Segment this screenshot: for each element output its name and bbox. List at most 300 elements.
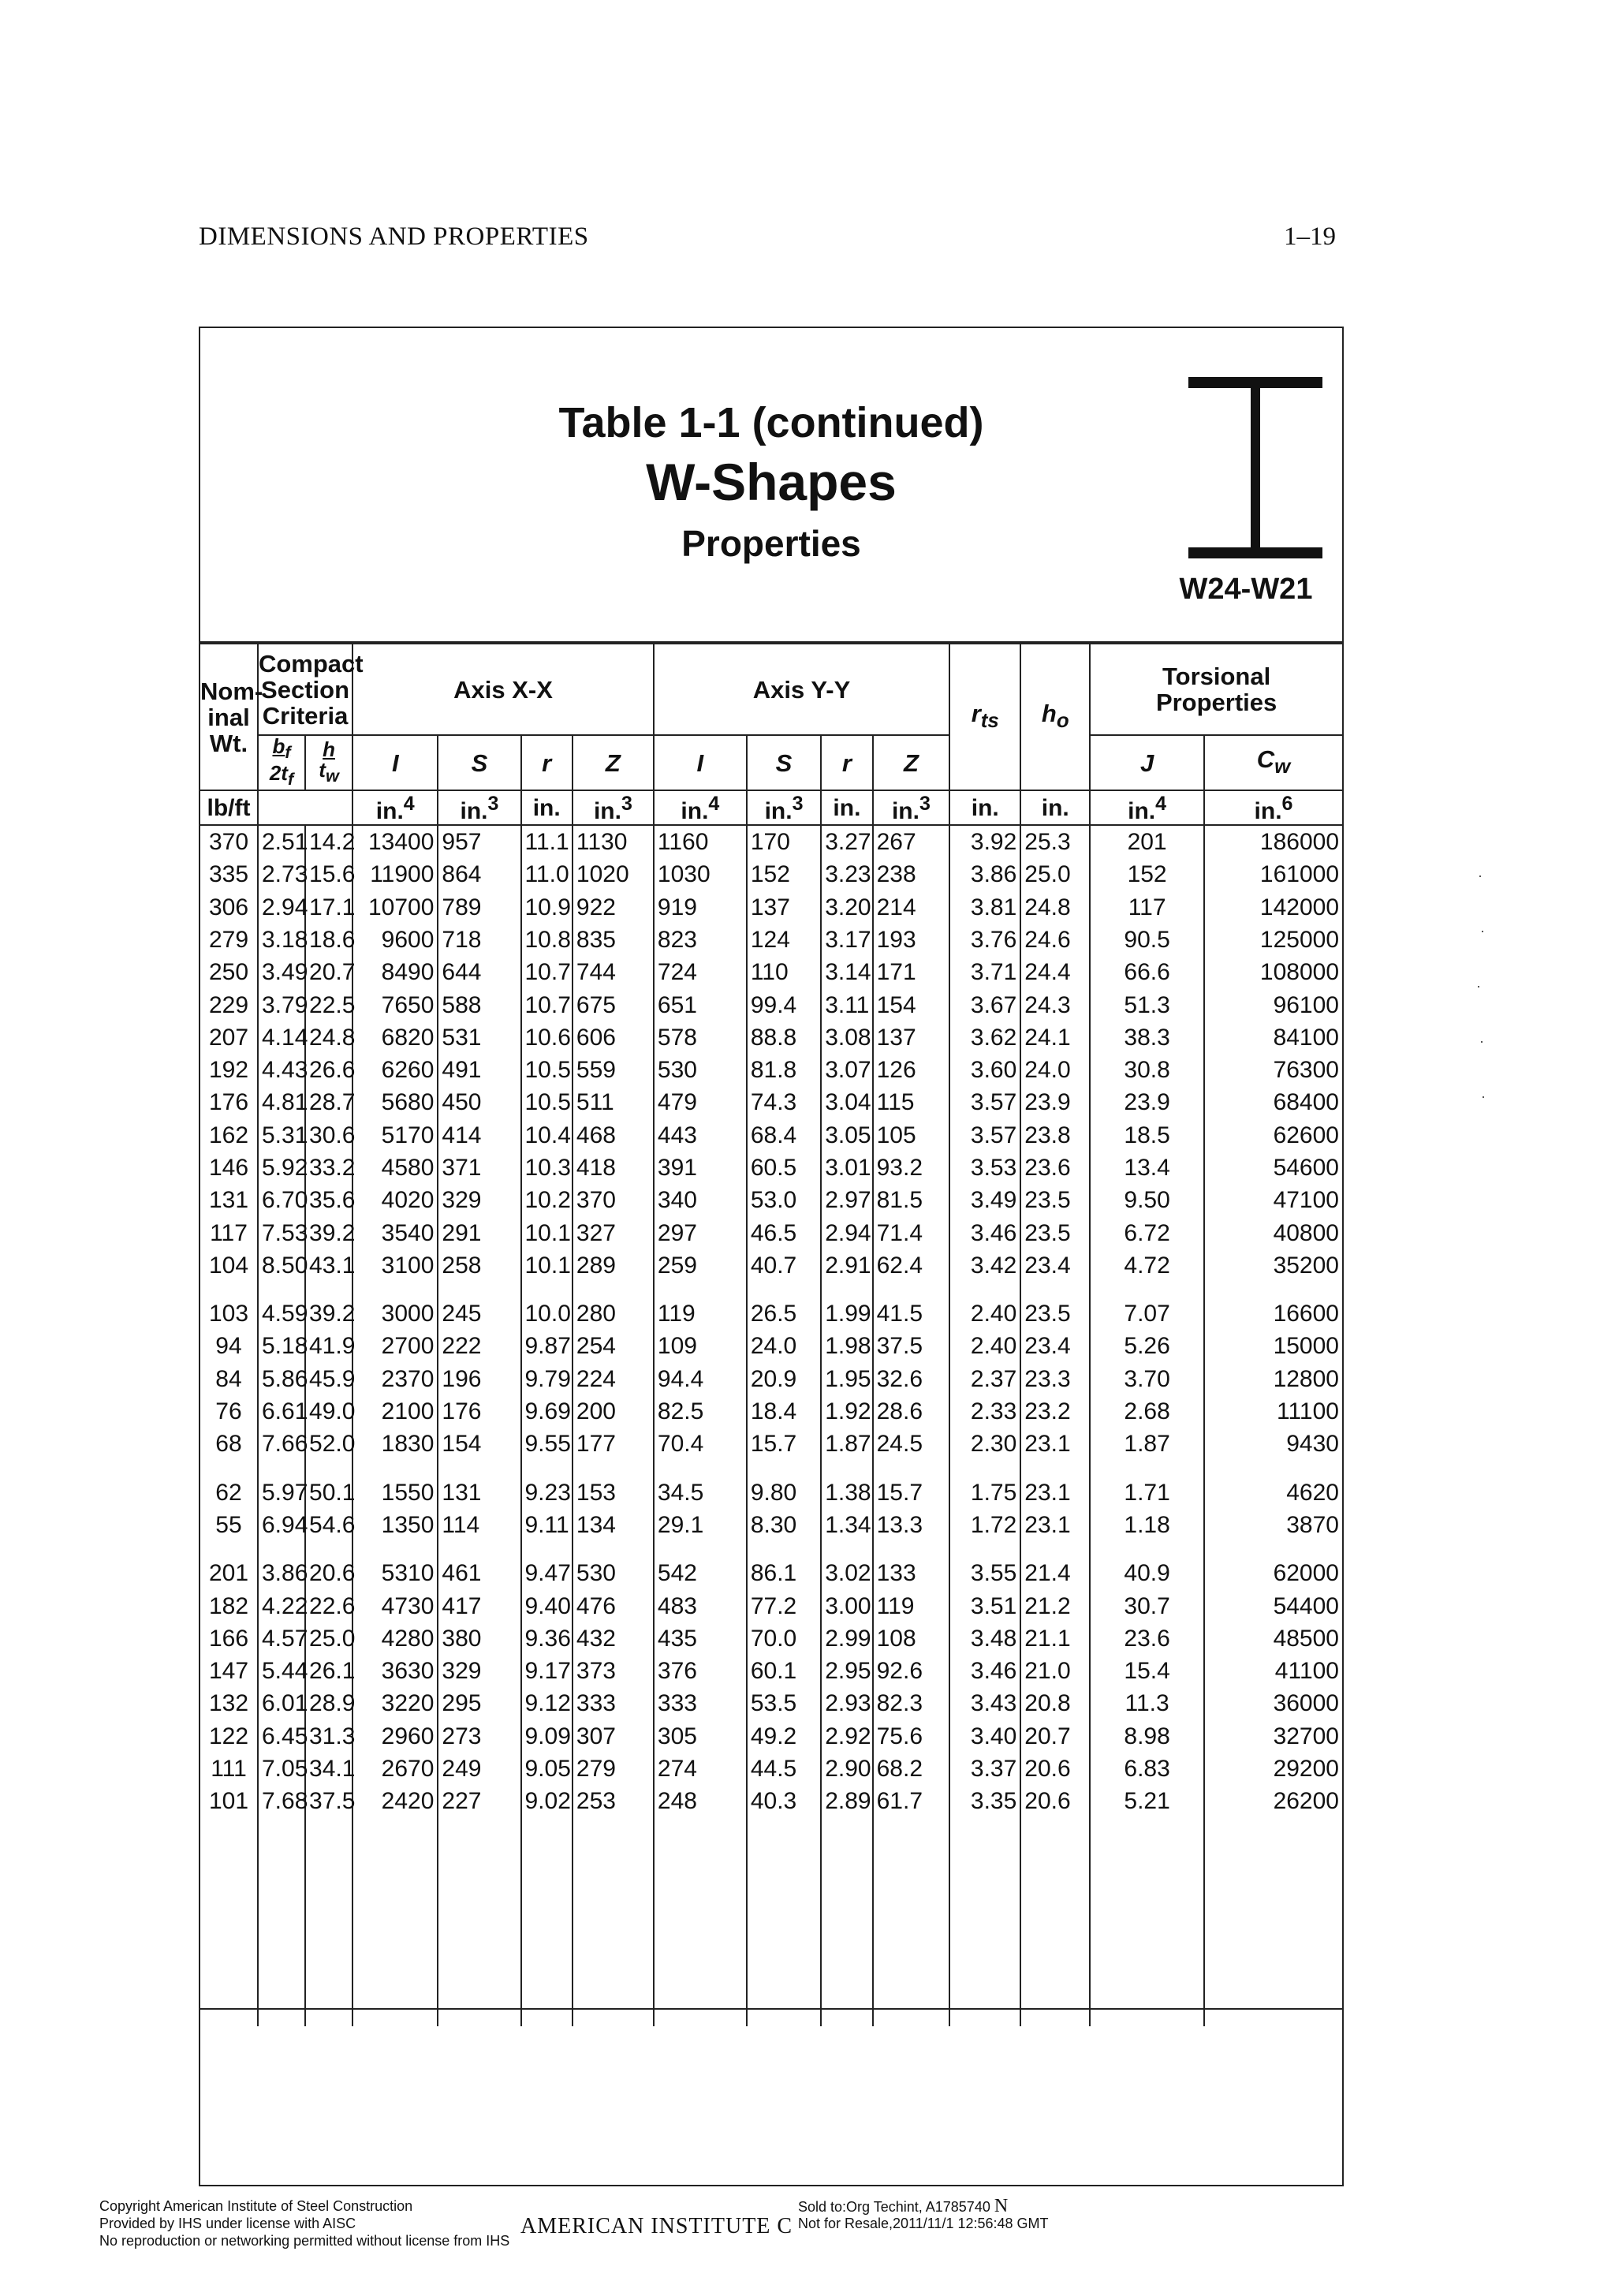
table-cell: 273 [438, 1720, 520, 1753]
table-cell: 1.72 [949, 1509, 1020, 1541]
table-cell: 34.1 [305, 1753, 352, 1785]
table-cell: 9.17 [521, 1656, 573, 1688]
table-cell: 39.2 [305, 1217, 352, 1249]
table-cell: 21.4 [1020, 1558, 1090, 1590]
table-cell: 214 [873, 891, 950, 924]
table-cell: 101 [200, 1786, 258, 1818]
table-cell: 435 [654, 1622, 747, 1655]
unit-ry: in. [821, 790, 872, 825]
table-cell: 32700 [1204, 1720, 1343, 1753]
table-cell: 54400 [1204, 1590, 1343, 1622]
table-row [200, 1331, 1343, 1363]
table-cell: 789 [438, 891, 520, 924]
table-row [200, 1298, 1343, 1331]
table-cell: 4.72 [1090, 1249, 1204, 1282]
table-cell: 418 [573, 1152, 654, 1184]
table-cell: 47100 [1204, 1185, 1343, 1217]
table-cell: 6.45 [258, 1720, 305, 1753]
table-cell: 11.0 [521, 859, 573, 891]
table-cell: 333 [654, 1688, 747, 1720]
table-cell: 2.97 [821, 1185, 872, 1217]
unit-ix: in.$^4$ [352, 790, 438, 825]
table-cell: 15.7 [873, 1477, 950, 1509]
table-cell: 259 [654, 1249, 747, 1282]
table-cell: 62 [200, 1477, 258, 1509]
spacer-cell [1204, 1818, 1343, 2026]
table-cell: 3.57 [949, 1087, 1020, 1119]
table-cell: 61.7 [873, 1786, 950, 1818]
table-cell: 152 [1090, 859, 1204, 891]
table-cell: 279 [573, 1753, 654, 1785]
header-axis-xx: Axis X-X [352, 644, 654, 735]
table-cell: 46.5 [747, 1217, 821, 1249]
table-cell: 7.68 [258, 1786, 305, 1818]
table-cell: 1030 [654, 859, 747, 891]
table-cell: 3.42 [949, 1249, 1020, 1282]
table-cell: 147 [200, 1656, 258, 1688]
table-cell: 207 [200, 1021, 258, 1054]
table-cell: 291 [438, 1217, 520, 1249]
table-cell: 530 [573, 1558, 654, 1590]
table-cell: 1.92 [821, 1395, 872, 1428]
table-cell: 2420 [352, 1786, 438, 1818]
table-cell: 51.3 [1090, 989, 1204, 1021]
table-cell: 23.5 [1020, 1185, 1090, 1217]
table-row [200, 1622, 1343, 1655]
table-cell: 6.61 [258, 1395, 305, 1428]
spacer-cell [873, 1282, 950, 1298]
header-axis-yy: Axis Y-Y [654, 644, 949, 735]
table-cell: 193 [873, 924, 950, 956]
spacer-cell [747, 1282, 821, 1298]
table-cell: 2.95 [821, 1656, 872, 1688]
header-compact-section-criteria: Compact Section Criteria [258, 644, 352, 735]
table-cell: 4620 [1204, 1477, 1343, 1509]
table-cell: 15.6 [305, 859, 352, 891]
table-cell: 96100 [1204, 989, 1343, 1021]
table-row [200, 1119, 1343, 1152]
table-cell: 2670 [352, 1753, 438, 1785]
table-cell: 3.35 [949, 1786, 1020, 1818]
table-cell: 9.11 [521, 1509, 573, 1541]
table-cell: 52.0 [305, 1428, 352, 1461]
table-cell: 68400 [1204, 1087, 1343, 1119]
table-cell: 124 [747, 924, 821, 956]
table-cell: 530 [654, 1054, 747, 1086]
table-cell: 3.81 [949, 891, 1020, 924]
spacer-cell [305, 1542, 352, 1558]
table-row [200, 1021, 1343, 1054]
table-cell: 644 [438, 957, 520, 989]
header-ix: I [352, 735, 438, 790]
unit-compact [258, 790, 352, 825]
table-cell: 3.08 [821, 1021, 872, 1054]
table-cell: 44.5 [747, 1753, 821, 1785]
header-rts: $r_{ts}$ [949, 644, 1020, 790]
table-cell: 20.8 [1020, 1688, 1090, 1720]
table-cell: 166 [200, 1622, 258, 1655]
table-cell: 2.92 [821, 1720, 872, 1753]
header-iy: I [654, 735, 747, 790]
table-cell: 11.1 [521, 825, 573, 858]
table-cell: 3540 [352, 1217, 438, 1249]
table-cell: 3.02 [821, 1558, 872, 1590]
spacer-cell [747, 1461, 821, 1477]
spacer-cell [747, 1818, 821, 2026]
spacer-cell [258, 1542, 305, 1558]
spacer-cell [438, 1818, 520, 2026]
table-cell: 77.2 [747, 1590, 821, 1622]
table-cell: 71.4 [873, 1217, 950, 1249]
table-cell: 333 [573, 1688, 654, 1720]
spacer-cell [573, 1282, 654, 1298]
spacer-cell [438, 1282, 520, 1298]
table-cell: 24.8 [1020, 891, 1090, 924]
table-cell: 68.4 [747, 1119, 821, 1152]
table-cell: 250 [200, 957, 258, 989]
table-cell: 306 [200, 891, 258, 924]
table-cell: 10.7 [521, 989, 573, 1021]
table-cell: 20.7 [1020, 1720, 1090, 1753]
table-cell: 491 [438, 1054, 520, 1086]
table-cell: 176 [200, 1087, 258, 1119]
table-row [200, 1363, 1343, 1395]
table-cell: 40.7 [747, 1249, 821, 1282]
table-cell: 5.31 [258, 1119, 305, 1152]
table-cell: 24.8 [305, 1021, 352, 1054]
table-cell: 119 [654, 1298, 747, 1331]
table-cell: 23.9 [1020, 1087, 1090, 1119]
table-cell: 25.0 [305, 1622, 352, 1655]
table-cell: 108 [873, 1622, 950, 1655]
table-cell: 23.1 [1020, 1428, 1090, 1461]
table-cell: 253 [573, 1786, 654, 1818]
table-cell: 9.50 [1090, 1185, 1204, 1217]
table-cell: 511 [573, 1087, 654, 1119]
table-cell: 3.43 [949, 1688, 1020, 1720]
table-cell: 34.5 [654, 1477, 747, 1509]
table-cell: 3.53 [949, 1152, 1020, 1184]
table-cell: 54600 [1204, 1152, 1343, 1184]
table-cell: 90.5 [1090, 924, 1204, 956]
table-cell: 152 [747, 859, 821, 891]
table-cell: 81.5 [873, 1185, 950, 1217]
table-cell: 171 [873, 957, 950, 989]
spacer-cell [352, 1818, 438, 2026]
spacer-cell [1020, 1818, 1090, 2026]
table-cell: 3.51 [949, 1590, 1020, 1622]
table-cell: 248 [654, 1786, 747, 1818]
table-cell: 919 [654, 891, 747, 924]
spacer-cell [654, 1282, 747, 1298]
table-cell: 5.44 [258, 1656, 305, 1688]
table-cell: 3.49 [949, 1185, 1020, 1217]
table-cell: 1.75 [949, 1477, 1020, 1509]
spacer-cell [200, 1282, 258, 1298]
table-cell: 26.6 [305, 1054, 352, 1086]
spacer-cell [258, 1282, 305, 1298]
table-cell: 201 [1090, 825, 1204, 858]
unit-rx: in. [521, 790, 573, 825]
table-row [200, 1152, 1343, 1184]
table-cell: 3.55 [949, 1558, 1020, 1590]
table-cell: 3.62 [949, 1021, 1020, 1054]
table-cell: 133 [873, 1558, 950, 1590]
table-cell: 10.0 [521, 1298, 573, 1331]
table-cell: 1.98 [821, 1331, 872, 1363]
table-cell: 10.5 [521, 1054, 573, 1086]
table-cell: 38.3 [1090, 1021, 1204, 1054]
table-cell: 49.2 [747, 1720, 821, 1753]
spacer-cell [1090, 1542, 1204, 1558]
table-cell: 94.4 [654, 1363, 747, 1395]
table-cell: 2.91 [821, 1249, 872, 1282]
table-cell: 3.01 [821, 1152, 872, 1184]
table-row [200, 1054, 1343, 1086]
spacer-cell [258, 1461, 305, 1477]
spacer-cell [821, 1542, 872, 1558]
table-cell: 5.86 [258, 1363, 305, 1395]
table-cell: 9.47 [521, 1558, 573, 1590]
table-cell: 7650 [352, 989, 438, 1021]
spacer-cell [258, 1818, 305, 2026]
spacer-cell [1204, 1461, 1343, 1477]
table-cell: 289 [573, 1249, 654, 1282]
table-cell: 24.1 [1020, 1021, 1090, 1054]
table-cell: 23.1 [1020, 1477, 1090, 1509]
table-cell: 142000 [1204, 891, 1343, 924]
table-cell: 2.37 [949, 1363, 1020, 1395]
table-row [200, 1786, 1343, 1818]
table-cell: 23.4 [1020, 1249, 1090, 1282]
spacer-cell [521, 1542, 573, 1558]
table-cell: 12800 [1204, 1363, 1343, 1395]
table-cell: 3000 [352, 1298, 438, 1331]
header-zy: Z [873, 735, 950, 790]
table-cell: 75.6 [873, 1720, 950, 1753]
table-cell: 835 [573, 924, 654, 956]
table-cell: 88.8 [747, 1021, 821, 1054]
table-cell: 1160 [654, 825, 747, 858]
spacer-cell [438, 1461, 520, 1477]
table-cell: 170 [747, 825, 821, 858]
unit-ho: in. [1020, 790, 1090, 825]
table-cell: 32.6 [873, 1363, 950, 1395]
publisher-name: AMERICAN INSTITUTE C [520, 2214, 793, 2238]
table-cell: 922 [573, 891, 654, 924]
unit-zx: in.$^3$ [573, 790, 654, 825]
table-cell: 9.80 [747, 1477, 821, 1509]
table-cell: 192 [200, 1054, 258, 1086]
unit-iy: in.$^4$ [654, 790, 747, 825]
table-cell: 24.5 [873, 1428, 950, 1461]
table-cell: 606 [573, 1021, 654, 1054]
table-cell: 161000 [1204, 859, 1343, 891]
table-cell: 23.4 [1020, 1331, 1090, 1363]
table-cell: 119 [873, 1590, 950, 1622]
table-cell: 7.66 [258, 1428, 305, 1461]
table-cell: 28.9 [305, 1688, 352, 1720]
table-cell: 94 [200, 1331, 258, 1363]
table-cell: 28.7 [305, 1087, 352, 1119]
table-cell: 2100 [352, 1395, 438, 1428]
table-cell: 16600 [1204, 1298, 1343, 1331]
table-cell: 15.7 [747, 1428, 821, 1461]
table-cell: 559 [573, 1054, 654, 1086]
table-cell: 41.9 [305, 1331, 352, 1363]
table-cell: 1.71 [1090, 1477, 1204, 1509]
spacer-cell [747, 1542, 821, 1558]
table-row [200, 1185, 1343, 1217]
table-cell: 10.7 [521, 957, 573, 989]
unit-rts: in. [949, 790, 1020, 825]
table-cell: 26200 [1204, 1786, 1343, 1818]
table-cell: 4280 [352, 1622, 438, 1655]
table-row [200, 1395, 1343, 1428]
table-cell: 11.3 [1090, 1688, 1204, 1720]
spacer-cell [949, 1282, 1020, 1298]
table-cell: 10.1 [521, 1249, 573, 1282]
table-cell: 461 [438, 1558, 520, 1590]
table-row [200, 891, 1343, 924]
spacer-cell [1090, 1461, 1204, 1477]
table-cell: 9.12 [521, 1688, 573, 1720]
table-cell: 86.1 [747, 1558, 821, 1590]
table-cell: 39.2 [305, 1298, 352, 1331]
table-cell: 297 [654, 1217, 747, 1249]
table-cell: 11900 [352, 859, 438, 891]
table-cell: 724 [654, 957, 747, 989]
header-torsional-properties: Torsional Properties [1090, 644, 1343, 735]
footer-line: Provided by IHS under license with AISC [99, 2216, 356, 2231]
table-cell: 54.6 [305, 1509, 352, 1541]
table-cell: 9.02 [521, 1786, 573, 1818]
table-cell: 5.92 [258, 1152, 305, 1184]
table-cell: 1.38 [821, 1477, 872, 1509]
shape-range-label: W24-W21 [1179, 573, 1313, 606]
table-row [200, 1558, 1343, 1590]
table-cell: 10700 [352, 891, 438, 924]
table-cell: 111 [200, 1753, 258, 1785]
table-cell: 114 [438, 1509, 520, 1541]
table-cell: 2.99 [821, 1622, 872, 1655]
table-cell: 3.86 [949, 859, 1020, 891]
table-cell: 4.57 [258, 1622, 305, 1655]
table-cell: 9.69 [521, 1395, 573, 1428]
spacer-cell [200, 1818, 258, 2026]
table-cell: 3.37 [949, 1753, 1020, 1785]
table-cell: 432 [573, 1622, 654, 1655]
table-cell: 10.3 [521, 1152, 573, 1184]
table-cell: 2.40 [949, 1298, 1020, 1331]
table-row [200, 1656, 1343, 1688]
table-cell: 20.6 [305, 1558, 352, 1590]
table-cell: 45.9 [305, 1363, 352, 1395]
table-cell: 21.0 [1020, 1656, 1090, 1688]
table-row [200, 1509, 1343, 1541]
unit-cw: in.$^6$ [1204, 790, 1343, 825]
table-cell: 23.9 [1090, 1087, 1204, 1119]
table-cell: 68 [200, 1428, 258, 1461]
table-cell: 335 [200, 859, 258, 891]
table-cell: 305 [654, 1720, 747, 1753]
table-cell: 53.0 [747, 1185, 821, 1217]
spacer-cell [521, 1818, 573, 2026]
table-cell: 62600 [1204, 1119, 1343, 1152]
table-cell: 4.59 [258, 1298, 305, 1331]
table-row [200, 859, 1343, 891]
table-cell: 376 [654, 1656, 747, 1688]
table-row [200, 825, 1343, 858]
table-cell: 82.5 [654, 1395, 747, 1428]
table-cell: 3.18 [258, 924, 305, 956]
table-cell: 476 [573, 1590, 654, 1622]
spacer-cell [352, 1282, 438, 1298]
table-cell: 37.5 [873, 1331, 950, 1363]
table-cell: 2.89 [821, 1786, 872, 1818]
spacer-cell [200, 1542, 258, 1558]
spacer-cell [873, 1542, 950, 1558]
spacer-cell [1090, 1818, 1204, 2026]
spacer-cell [1020, 1282, 1090, 1298]
table-cell: 2.40 [949, 1331, 1020, 1363]
table-cell: 134 [573, 1509, 654, 1541]
table-cell: 68.2 [873, 1753, 950, 1785]
table-cell: 3.04 [821, 1087, 872, 1119]
table-cell: 22.5 [305, 989, 352, 1021]
table-cell: 3.60 [949, 1054, 1020, 1086]
table-cell: 3220 [352, 1688, 438, 1720]
table-cell: 3.46 [949, 1217, 1020, 1249]
table-cell: 37.5 [305, 1786, 352, 1818]
table-row [200, 1249, 1343, 1282]
table-cell: 10.5 [521, 1087, 573, 1119]
table-cell: 370 [573, 1185, 654, 1217]
table-cell: 66.6 [1090, 957, 1204, 989]
table-cell: 93.2 [873, 1152, 950, 1184]
table-cell: 280 [573, 1298, 654, 1331]
table-cell: 4.22 [258, 1590, 305, 1622]
spacer-cell [1020, 1542, 1090, 1558]
table-cell: 9430 [1204, 1428, 1343, 1461]
table-cell: 3.57 [949, 1119, 1020, 1152]
spacer-cell [438, 1542, 520, 1558]
table-cell: 370 [200, 825, 258, 858]
table-row [200, 1720, 1343, 1753]
w-shapes-properties-table [199, 643, 1344, 2026]
table-cell: 60.5 [747, 1152, 821, 1184]
table-cell: 24.3 [1020, 989, 1090, 1021]
table-cell: 108000 [1204, 957, 1343, 989]
table-cell: 182 [200, 1590, 258, 1622]
table-cell: 25.3 [1020, 825, 1090, 858]
table-cell: 1.87 [1090, 1428, 1204, 1461]
table-cell: 35.6 [305, 1185, 352, 1217]
table-cell: 20.9 [747, 1363, 821, 1395]
table-cell: 131 [200, 1185, 258, 1217]
table-cell: 3.07 [821, 1054, 872, 1086]
table-cell: 4730 [352, 1590, 438, 1622]
table-cell: 30.6 [305, 1119, 352, 1152]
table-cell: 229 [200, 989, 258, 1021]
table-cell: 41.5 [873, 1298, 950, 1331]
table-cell: 33.2 [305, 1152, 352, 1184]
table-cell: 3.11 [821, 989, 872, 1021]
table-cell: 1.18 [1090, 1509, 1204, 1541]
table-cell: 224 [573, 1363, 654, 1395]
copyright-footer [99, 2197, 509, 2249]
table-subtitle: Properties [681, 523, 861, 564]
